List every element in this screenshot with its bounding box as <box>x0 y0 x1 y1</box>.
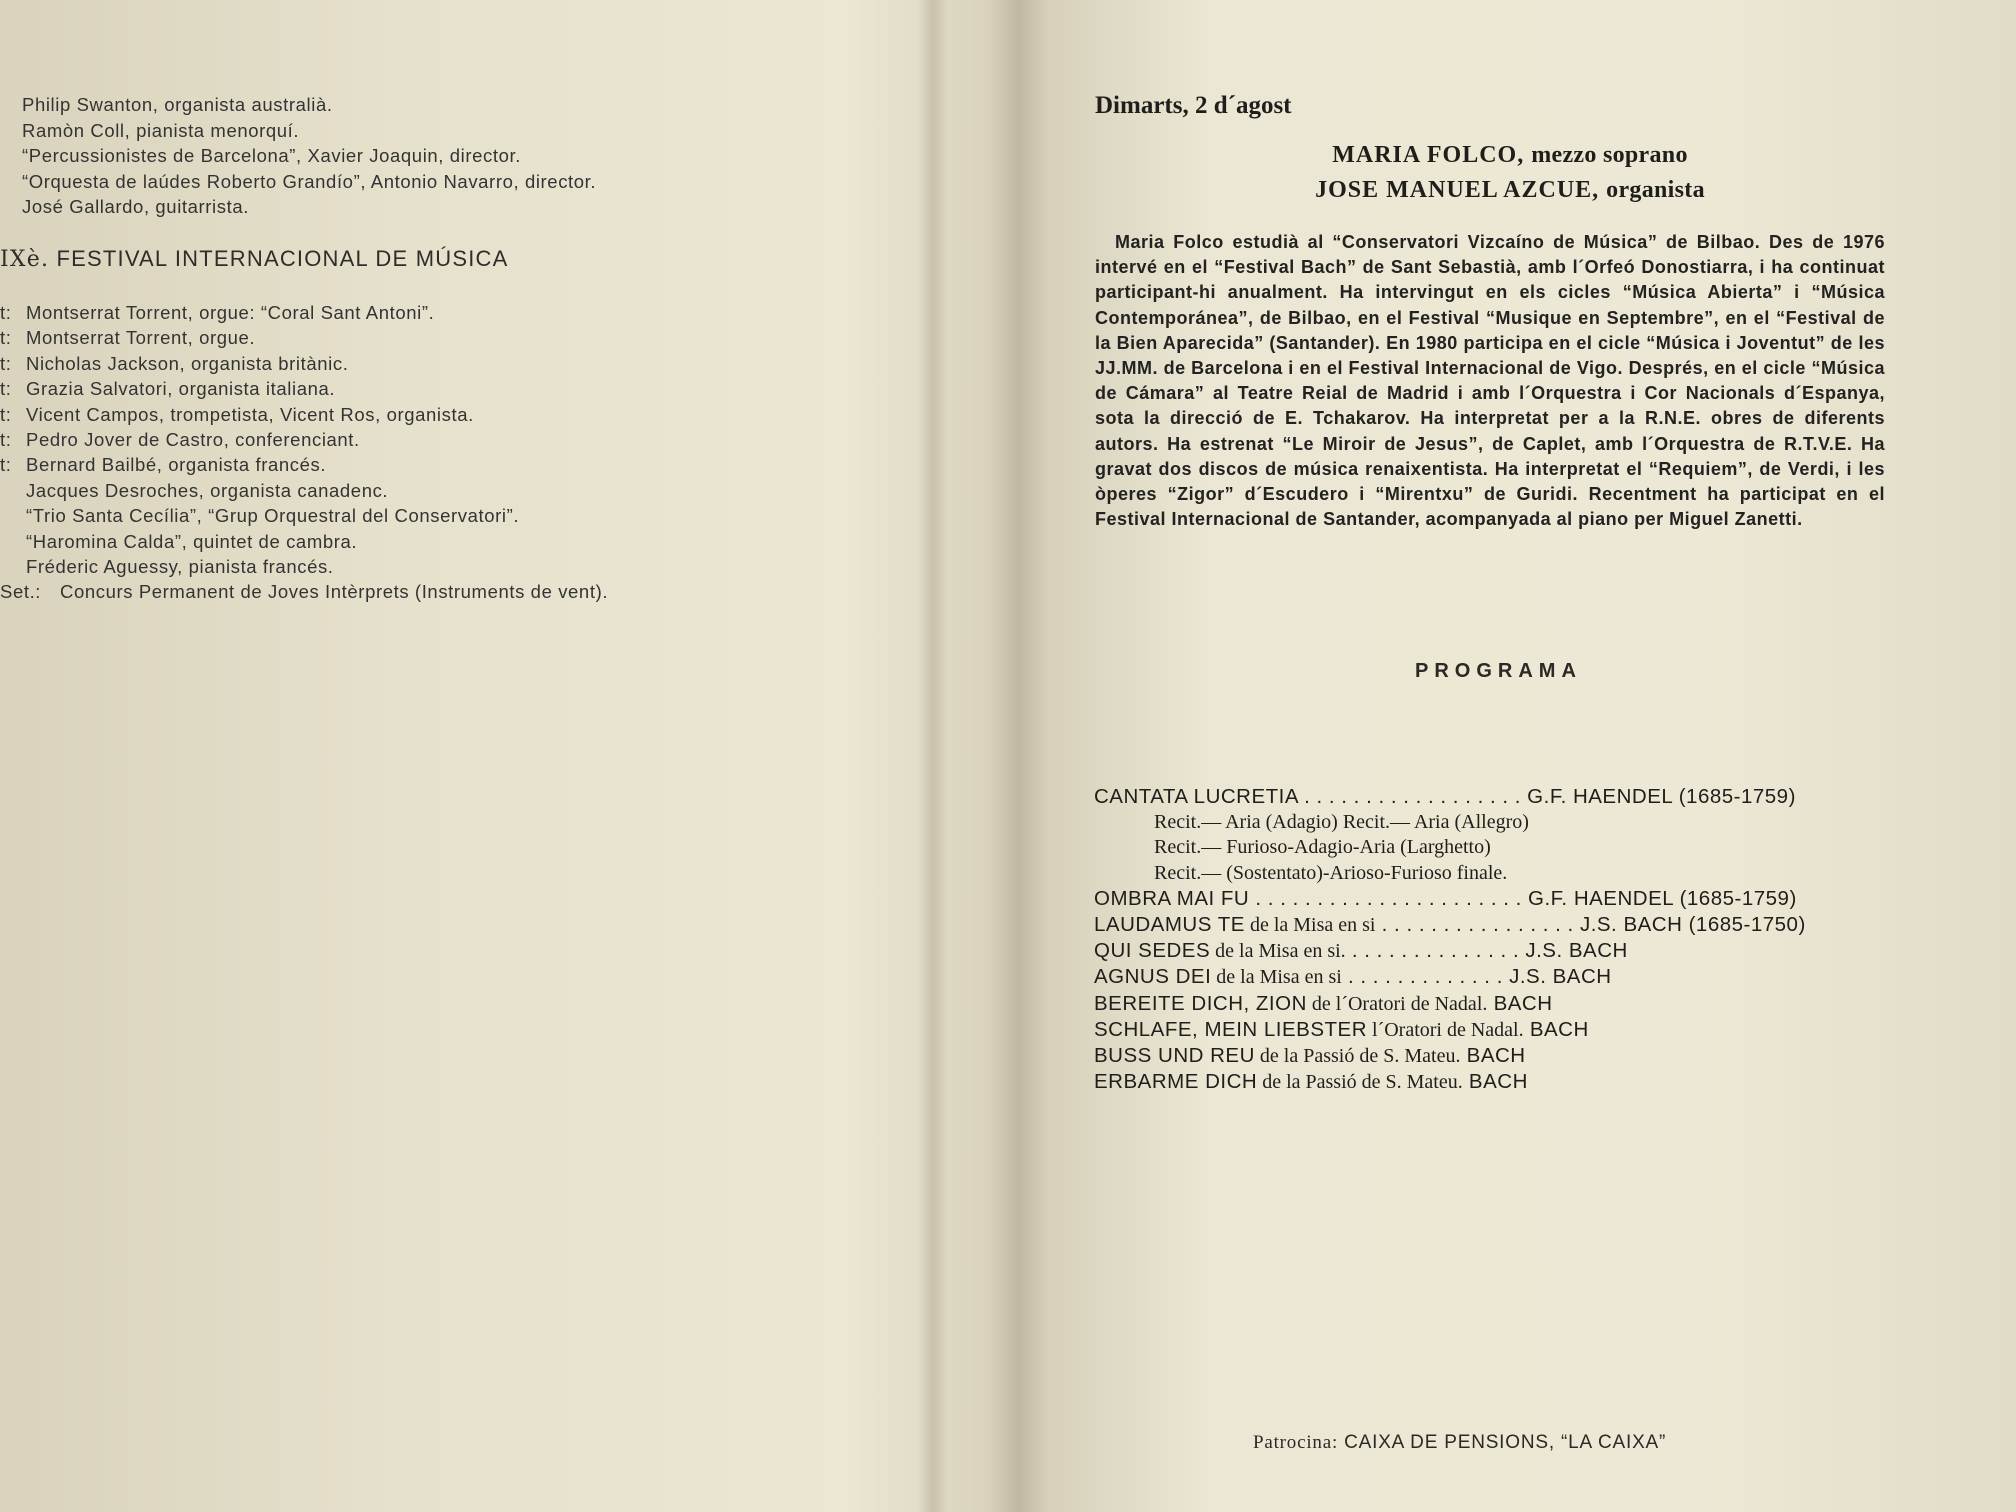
work-title: ERBARME DICH <box>1094 1070 1258 1094</box>
event-text: “Haromina Calda”, quintet de cambra. <box>26 530 358 552</box>
sponsor-name: CAIXA DE PENSIONS, “LA CAIXA” <box>1344 1432 1667 1453</box>
festival-title <box>0 246 508 272</box>
work-source: de l´Oratori de Nadal. <box>1306 992 1488 1015</box>
programa-heading: PROGRAMA <box>1415 660 1582 682</box>
event-text: Nicholas Jackson, organista britànic. <box>26 352 349 374</box>
leader-dots: . . . . . . . . . . . . . . . . . . <box>1297 785 1528 808</box>
work-title: BEREITE DICH, ZION <box>1094 991 1307 1015</box>
event-date: Set.: <box>0 581 42 603</box>
leader-dots: . . . . . . . . . . . . . . <box>1345 939 1526 963</box>
program-subitem: Recit.— Furioso-Adagio-Aria (Larghetto) <box>1154 836 1491 859</box>
work-source: de la Passió de S. Mateu. <box>1257 1071 1463 1094</box>
event-list <box>0 300 608 605</box>
event-date: t: <box>0 429 12 451</box>
list-item <box>0 452 608 477</box>
work-composer: G.F. HAENDEL (1685-1759) <box>1528 886 1797 910</box>
list-item <box>0 554 608 579</box>
page-fold <box>918 0 948 1512</box>
work-source: de la Misa en si <box>1244 914 1376 937</box>
work-source: de la Misa en si. <box>1210 940 1346 963</box>
program-item <box>1094 1069 1806 1095</box>
work-composer: J.S. BACH <box>1525 939 1628 963</box>
program-subitem: Recit.— Aria (Adagio) Recit.— Aria (Allegro) <box>1154 811 1529 834</box>
left-page <box>0 0 930 1512</box>
list-item: Philip Swanton, organista australià. <box>22 94 333 115</box>
work-composer: BACH <box>1529 1017 1589 1041</box>
concert-date: Dimarts, 2 d´agost <box>1095 92 1292 119</box>
program-item <box>1094 784 1806 810</box>
work-title: CANTATA LUCRETIA <box>1094 785 1298 808</box>
work-title: AGNUS DEI <box>1094 965 1212 989</box>
leader-dots: . . . . . . . . . . . . . . . . <box>1375 913 1580 937</box>
festival-edition: IXè. <box>0 247 50 272</box>
performer-name: MARIA FOLCO, <box>1332 142 1525 168</box>
event-date: t: <box>0 327 12 349</box>
list-item <box>0 325 608 350</box>
list-item <box>0 579 608 604</box>
list-item <box>0 503 608 528</box>
program-list <box>1094 784 1806 1095</box>
sponsor-line <box>1253 1432 1666 1454</box>
work-title: SCHLAFE, MEIN LIEBSTER <box>1094 1017 1368 1041</box>
sponsor-label: Patrocina: <box>1253 1432 1339 1453</box>
program-subitem: Recit.— (Sostentato)-Arioso-Furioso finale. <box>1154 861 1508 884</box>
list-item: Ramòn Coll, pianista menorquí. <box>22 119 300 141</box>
program-item <box>1094 938 1806 964</box>
work-composer: J.S. BACH (1685-1750) <box>1579 913 1806 937</box>
event-date: t: <box>0 403 12 425</box>
work-source: de la Misa en si <box>1211 966 1342 989</box>
work-title: LAUDAMUS TE <box>1094 913 1245 937</box>
event-text: Montserrat Torrent, orgue. <box>26 327 256 349</box>
list-item <box>0 351 608 376</box>
work-source: l´Oratori de Nadal. <box>1367 1018 1524 1041</box>
event-text: Fréderic Aguessy, pianista francés. <box>26 556 334 578</box>
list-item <box>0 402 608 427</box>
work-source: de la Passió de S. Mateu. <box>1254 1045 1461 1068</box>
performer-list <box>22 92 596 220</box>
list-item: José Gallardo, guitarrista. <box>22 196 249 217</box>
performer-role: organista <box>1606 177 1705 203</box>
leader-dots: . . . . . . . . . . . . . . . . . . . . . . <box>1249 886 1529 910</box>
work-composer: BACH <box>1493 991 1553 1015</box>
performer-name: JOSE MANUEL AZCUE, <box>1315 177 1600 203</box>
event-text: Montserrat Torrent, orgue: “Coral Sant Antoni”. <box>26 302 435 323</box>
work-title: BUSS UND REU <box>1094 1044 1255 1068</box>
festival-name: FESTIVAL INTERNACIONAL DE MÚSICA <box>56 246 509 271</box>
list-item: “Orquesta de laúdes Roberto Grandío”, Antonio Navarro, director. <box>22 170 597 192</box>
program-item <box>1094 912 1806 938</box>
work-composer: BACH <box>1468 1070 1528 1094</box>
program-item <box>1094 1043 1806 1069</box>
list-item <box>0 427 608 452</box>
performer-role: mezzo soprano <box>1531 142 1688 168</box>
list-item <box>0 376 608 401</box>
event-text: Pedro Jover de Castro, conferenciant. <box>26 429 360 451</box>
event-text: Jacques Desroches, organista canadenc. <box>26 479 389 501</box>
list-item <box>0 478 608 503</box>
performer-heading <box>1200 177 1820 204</box>
event-date: t: <box>0 378 12 400</box>
work-composer: J.S. BACH <box>1509 965 1612 989</box>
work-title: QUI SEDES <box>1094 939 1211 963</box>
program-item <box>1094 1017 1806 1043</box>
leader-dots: . . . . . . . . . . . . . <box>1341 965 1510 989</box>
work-composer: BACH <box>1466 1044 1526 1068</box>
performer-heading <box>1200 142 1820 169</box>
event-date: t: <box>0 352 12 374</box>
biography-paragraph: Maria Folco estudià al “Conservatori Vizcaíno de Música” de Bilbao. Des de 1976 intervé en el “Festival Bach” de Sant Sebastià, amb l´Orfeó Donostiarra, i ha continuat participant-hi anualment. Ha intervingut en els cicles “Música Abierta” i “Música Contemporánea”, de Bilbao, en el Festival “Musique en Septembre”, en el “Festival de la Bien Aparecida” (Santander). En 1980 participa en el cicle “Música i Joventut” de les JJ.MM. de Barcelona i en el Festival Internacional de Vigo. Després, en el cicle “Música de Cámara” al Teatre Reial de Madrid i amb l´Orquestra i Cor Nacionals d´Espanya, sota la direcció de E. Tchakarov. Ha interpretat per a la R.N.E. obres de diferents autors. Ha estrenat “Le Miroir de Jesus”, de Caplet, amb l´Orquestra de R.T.V.E. Ha gravat dos discos de música renaixentista. Ha interpretat el “Requiem”, de Verdi, i les òperes “Zigor” d´Escudero i “Mirentxu” de Guridi. Recentment ha participat en el Festival Internacional de Santander, acompanyada al piano per Miguel Zanetti. <box>1095 232 1885 530</box>
list-item <box>0 300 608 325</box>
event-text: Bernard Bailbé, organista francés. <box>26 454 327 476</box>
list-item: “Percussionistes de Barcelona”, Xavier Joaquin, director. <box>22 145 521 166</box>
event-text: Vicent Campos, trompetista, Vicent Ros, organista. <box>26 403 474 425</box>
work-composer: G.F. HAENDEL (1685-1759) <box>1527 785 1796 808</box>
program-item <box>1094 886 1806 912</box>
work-title: OMBRA MAI FU <box>1094 886 1250 910</box>
program-item <box>1094 991 1806 1017</box>
program-item <box>1094 964 1806 990</box>
event-text: “Trio Santa Cecília”, “Grup Orquestral del Conservatori”. <box>26 505 520 527</box>
event-date: t: <box>0 302 12 323</box>
list-item <box>0 529 608 554</box>
event-date: t: <box>0 454 12 476</box>
event-text: Concurs Permanent de Joves Intèrprets (Instruments de vent). <box>60 581 609 603</box>
event-text: Grazia Salvatori, organista italiana. <box>26 378 336 400</box>
